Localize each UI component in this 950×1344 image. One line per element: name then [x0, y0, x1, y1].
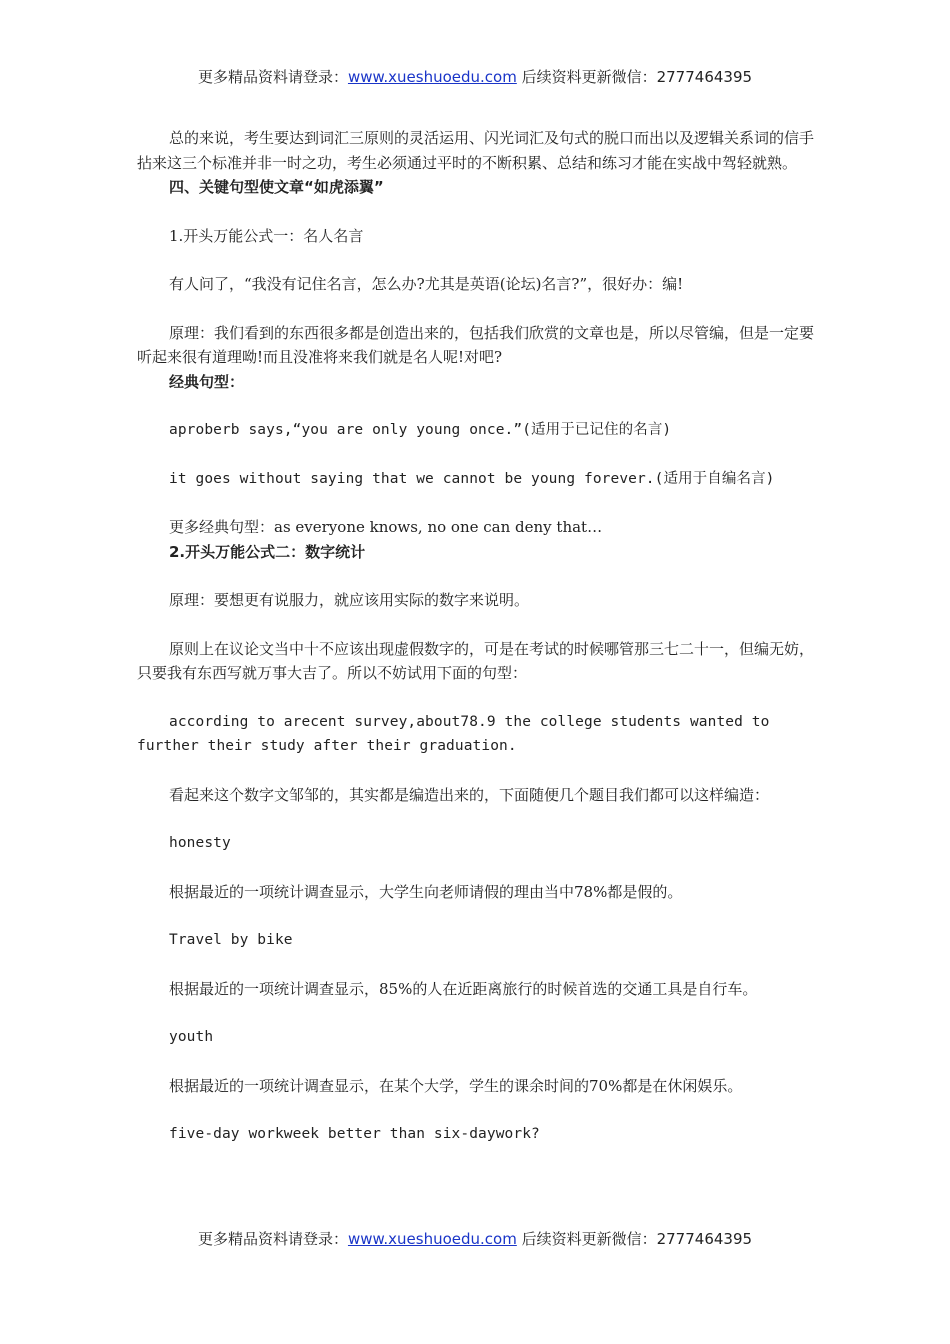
explanation-paragraph: 看起来这个数字文邹邹的，其实都是编造出来的，下面随便几个题目我们都可以这样编造：: [169, 785, 770, 804]
header-link[interactable]: www.xueshuoedu.com: [347, 68, 517, 86]
statistic-honesty: 根据最近的一项统计调查显示，大学生向老师请假的理由当中78%都是假的。: [169, 882, 683, 901]
statistic-travel: 根据最近的一项统计调查显示，85%的人在近距离旅行的时候首选的交通工具是自行车。: [169, 979, 758, 998]
summary-paragraph: 总的来说，考生要达到词汇三原则的灵活运用、闪光词汇及句式的脱口而出以及逻辑关系词的信手拈来这三个标准并非一时之功，考生必须通过平时的不断积累、总结和练习才能在实战中驾轻就熟。: [137, 129, 815, 172]
document-body: [137, 126, 817, 1147]
footer-prefix: 更多精品资料请登录：: [197, 1230, 348, 1248]
formula-1-title: 1.开头万能公式一：名人名言: [169, 226, 364, 245]
statistic-youth: 根据最近的一项统计调查显示，在某个大学，学生的课余时间的70%都是在休闲娱乐。: [169, 1076, 743, 1095]
header-prefix: 更多精品资料请登录：: [197, 68, 348, 86]
footer-link[interactable]: www.xueshuoedu.com: [347, 1230, 517, 1248]
example-sentence-2: it goes without saying that we cannot be young forever.(适用于自编名言): [169, 470, 775, 487]
topic-youth: youth: [169, 1029, 214, 1045]
page-header: [0, 66, 950, 87]
example-sentence-1: aproberb says,“you are only young once.”(适用于已记住的名言): [169, 422, 672, 438]
more-patterns: 更多经典句型：as everyone knows, no one can deny that…: [169, 518, 603, 536]
topic-honesty: honesty: [169, 835, 231, 851]
header-suffix: 后续资料更新微信：2777464395: [516, 68, 753, 86]
principle-paragraph-1: 原理：我们看到的东西很多都是创造出来的，包括我们欣赏的文章也是，所以尽管编，但是一定要听起来很有道理呦!而且没准将来我们就是名人呢!对吧?: [137, 323, 815, 366]
principle-paragraph-2: 原理：要想更有说服力，就应该用实际的数字来说明。: [169, 591, 530, 609]
question-paragraph: 有人问了，“我没有记住名言，怎么办?尤其是英语(论坛)名言?”，很好办：编!: [169, 275, 684, 293]
page-footer: [0, 1228, 950, 1249]
footer-suffix: 后续资料更新微信：2777464395: [516, 1230, 753, 1248]
example-sentence-3: according to arecent survey,about78.9 the college students wanted to further their study after their graduation.: [137, 713, 770, 754]
topic-travel: Travel by bike: [169, 932, 293, 948]
classic-patterns-label: 经典句型：: [169, 372, 245, 391]
topic-workweek: five-day workweek better than six-daywork?: [169, 1126, 540, 1142]
formula-2-title: 2.开头万能公式二：数字统计: [169, 542, 366, 561]
principle-paragraph-3: 原则上在议论文当中十不应该出现虚假数字的，可是在考试的时候哪管那三七二十一，但编无妨，只要我有东西写就万事大吉了。所以不妨试用下面的句型：: [137, 639, 815, 682]
section-heading-4: 四、关键句型使文章“如虎添翼”: [169, 178, 384, 196]
